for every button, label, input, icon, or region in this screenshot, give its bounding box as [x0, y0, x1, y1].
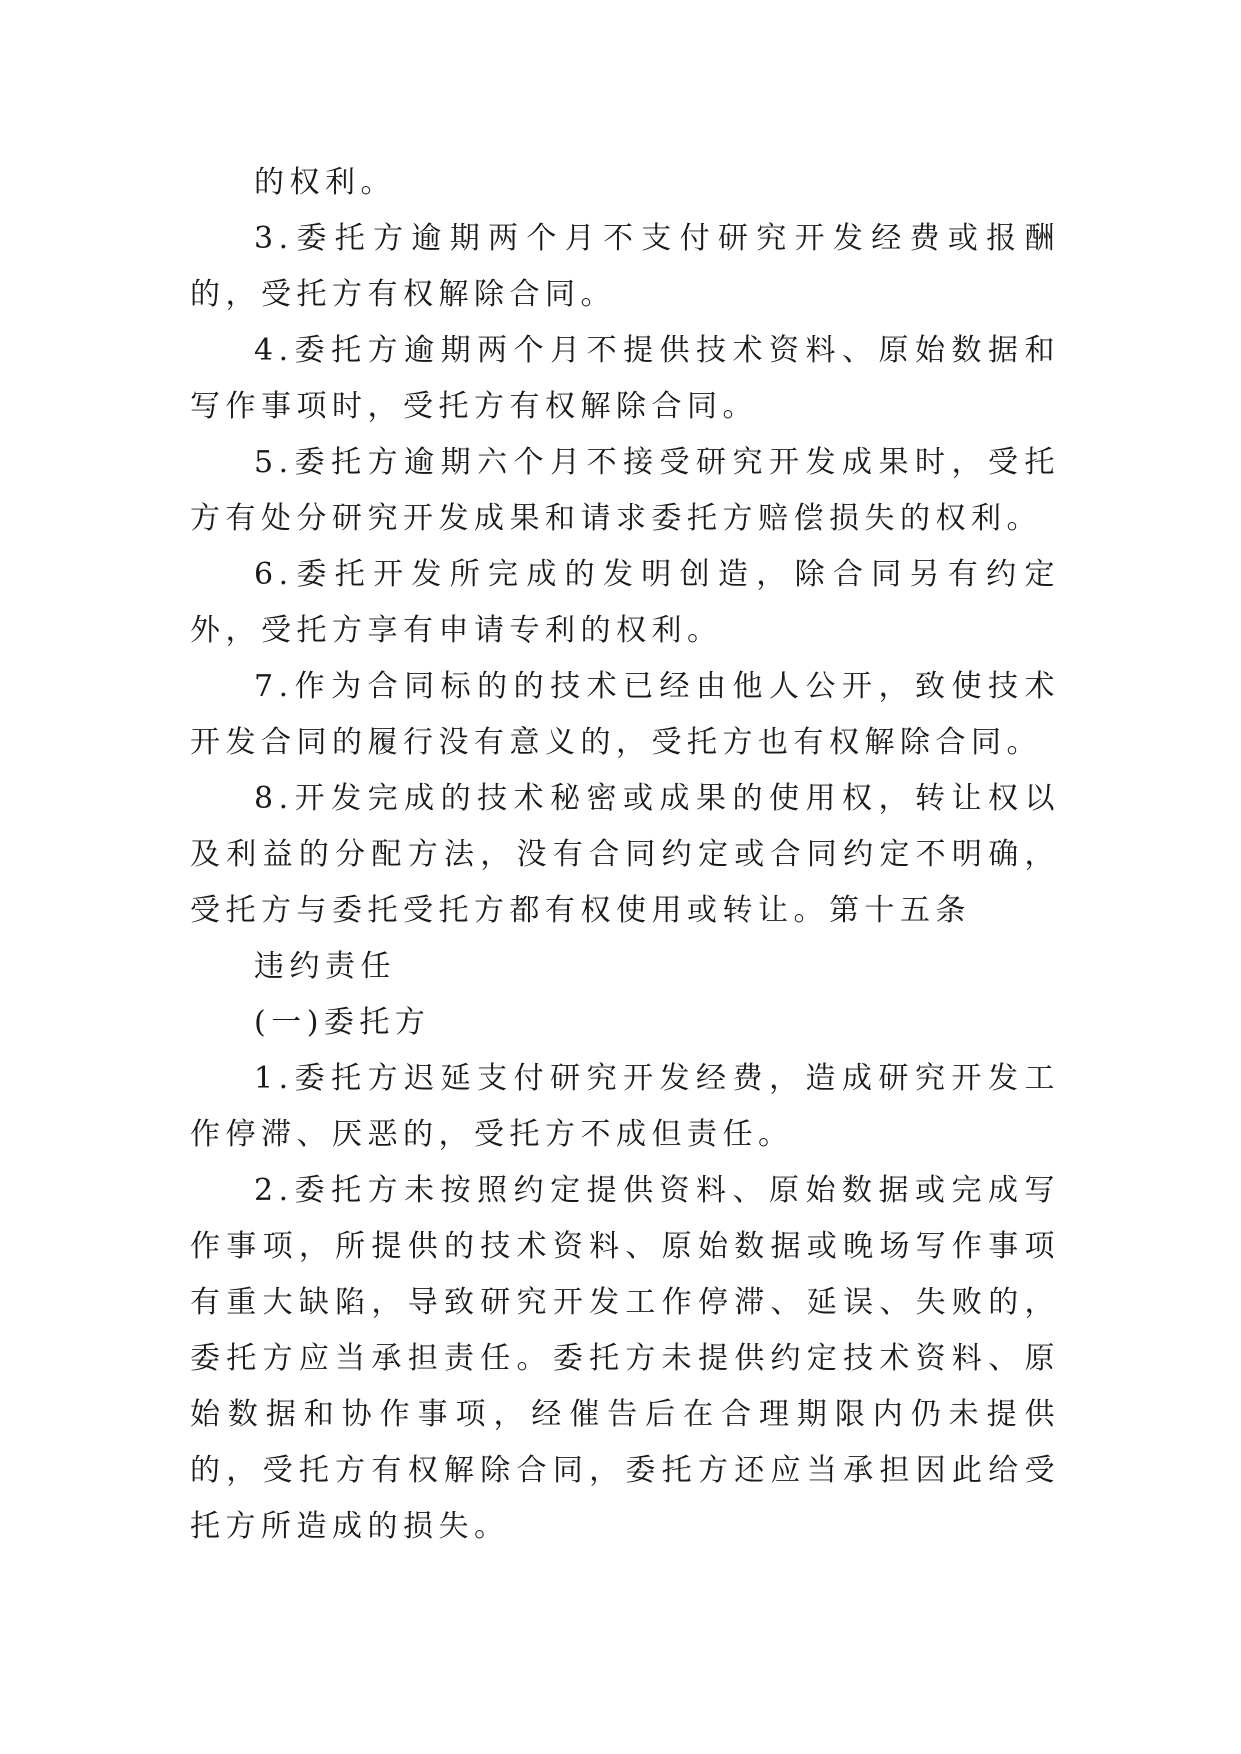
paragraph-item-4: 4.委托方逾期两个月不提供技术资料、原始数据和写作事项时，受托方有权解除合同。: [190, 333, 1060, 424]
section-heading-liability: 违约责任: [254, 949, 396, 984]
paragraph-item-3: 3.委托方逾期两个月不支付研究开发经费或报酬的，受托方有权解除合同。: [190, 221, 1060, 312]
paragraph-item-6: 6.委托开发所完成的发明创造，除合同另有约定外，受托方享有申请专利的权利。: [190, 557, 1060, 648]
paragraph-liability-1: 1.委托方迟延支付研究开发经费，造成研究开发工作停滞、厌恶的，受托方不成但责任。: [190, 1061, 1060, 1152]
document-body: [190, 155, 1060, 1555]
paragraph-item-5: 5.委托方逾期六个月不接受研究开发成果时，受托方有处分研究开发成果和请求委托方赔偿损失的权利。: [190, 445, 1060, 536]
paragraph-item-8: 8.开发完成的技术秘密或成果的使用权，转让权以及利益的分配方法，没有合同约定或合同约定不明确，受托方与委托受托方都有权使用或转让。第十五条: [190, 781, 1060, 928]
paragraph-continuation: 的权利。: [254, 165, 396, 200]
paragraph-liability-2: 2.委托方未按照约定提供资料、原始数据或完成写作事项，所提供的技术资料、原始数据或晚场写作事项有重大缺陷，导致研究开发工作停滞、延误、失败的，委托方应当承担责任。委托方未提供约定技术资料、原始数据和协作事项，经催告后在合理期限内仍未提供的，受托方有权解除合同，委托方还应当承担因此给受托方所造成的损失。: [190, 1173, 1060, 1544]
subsection-heading-client: (一)委托方: [254, 1005, 431, 1040]
paragraph-item-7: 7.作为合同标的的技术已经由他人公开，致使技术开发合同的履行没有意义的，受托方也有权解除合同。: [190, 669, 1060, 760]
